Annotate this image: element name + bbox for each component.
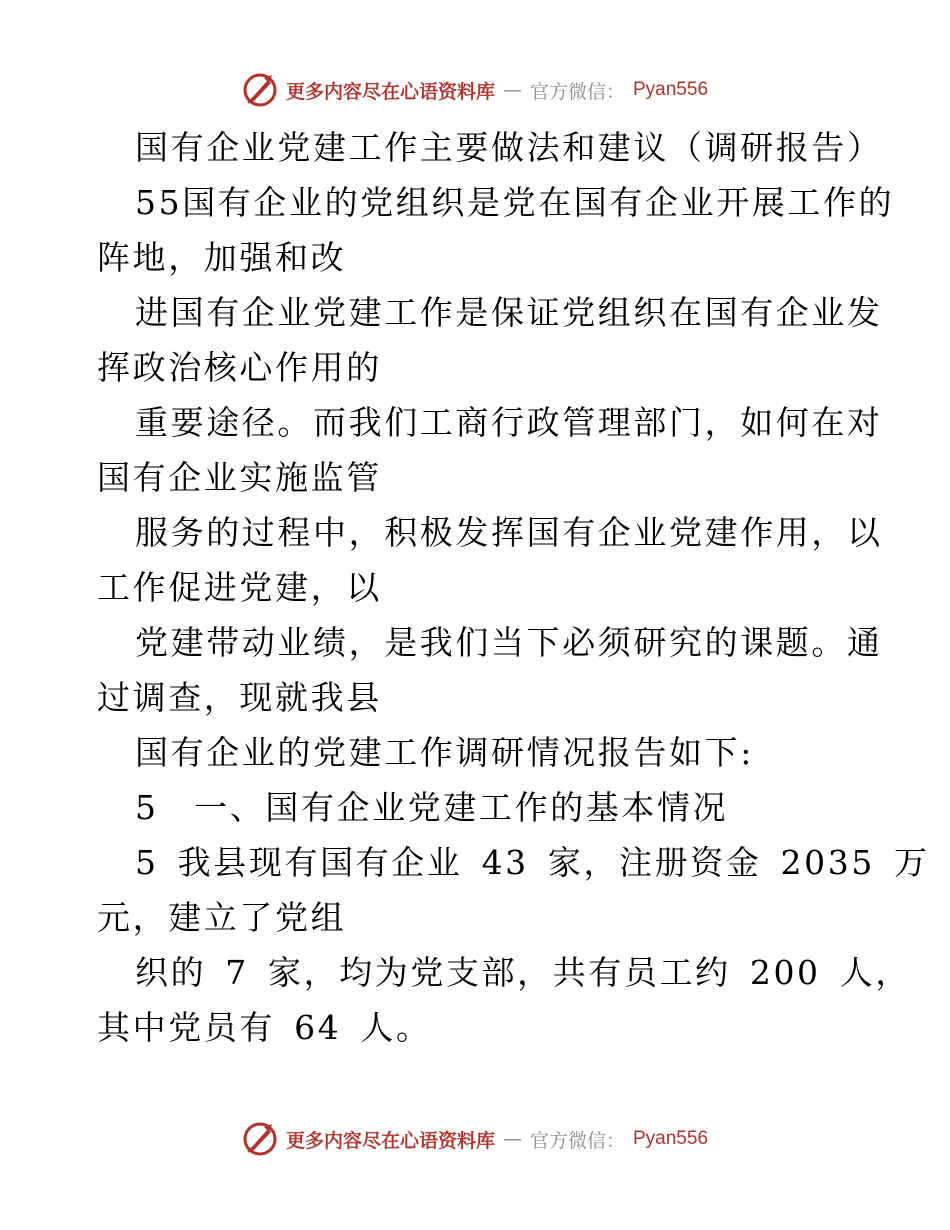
quill-pen-logo-icon [242,1121,278,1157]
text-line: 国有企业实施监管 [97,458,382,497]
banner-wechat-label: 官方微信： [529,1129,625,1152]
text-line: 织的 7 家，均为党支部，共有员工约 200 人， [135,953,911,992]
banner-wechat-id: Pyan556 [633,79,709,100]
footer-banner [0,1119,950,1159]
text-line: 55国有企业的党组织是党在国有企业开展工作的 [135,183,895,222]
text-line: 其中党员有 64 人。 [97,1008,432,1047]
banner-site-name: 更多内容尽在心语资料库 [285,1129,495,1152]
text-line: 服务的过程中，积极发挥国有企业党建作用，以 [135,513,883,552]
quill-pen-logo-icon [242,72,278,108]
text-line: 工作促进党建，以 [97,568,382,607]
section-heading: 5 一、国有企业党建工作的基本情况 [135,788,729,827]
text-line: 国有企业的党建工作调研情况报告如下: [135,733,754,772]
banner-dash: — [502,1128,522,1150]
header-banner [0,70,950,110]
text-line: 进国有企业党建工作是保证党组织在国有企业发 [135,293,883,332]
text-line: 阵地，加强和改 [97,238,347,277]
text-line: 重要途径。而我们工商行政管理部门，如何在对 [135,403,883,442]
text-line: 元，建立了党组 [97,898,347,937]
document-title: 国有企业党建工作主要做法和建议（调研报告） [135,128,883,167]
banner-site-name: 更多内容尽在心语资料库 [285,80,495,103]
document-body [97,120,930,1055]
text-line: 挥政治核心作用的 [97,348,382,387]
text-line: 过调查，现就我县 [97,678,382,717]
banner-dash: — [502,79,522,101]
text-line: 党建带动业绩，是我们当下必须研究的课题。通 [135,623,883,662]
banner-wechat-id: Pyan556 [633,1128,709,1149]
text-line: 5 我县现有国有企业 43 家，注册资金 2035 万 [135,843,930,882]
banner-wechat-label: 官方微信： [529,80,625,103]
